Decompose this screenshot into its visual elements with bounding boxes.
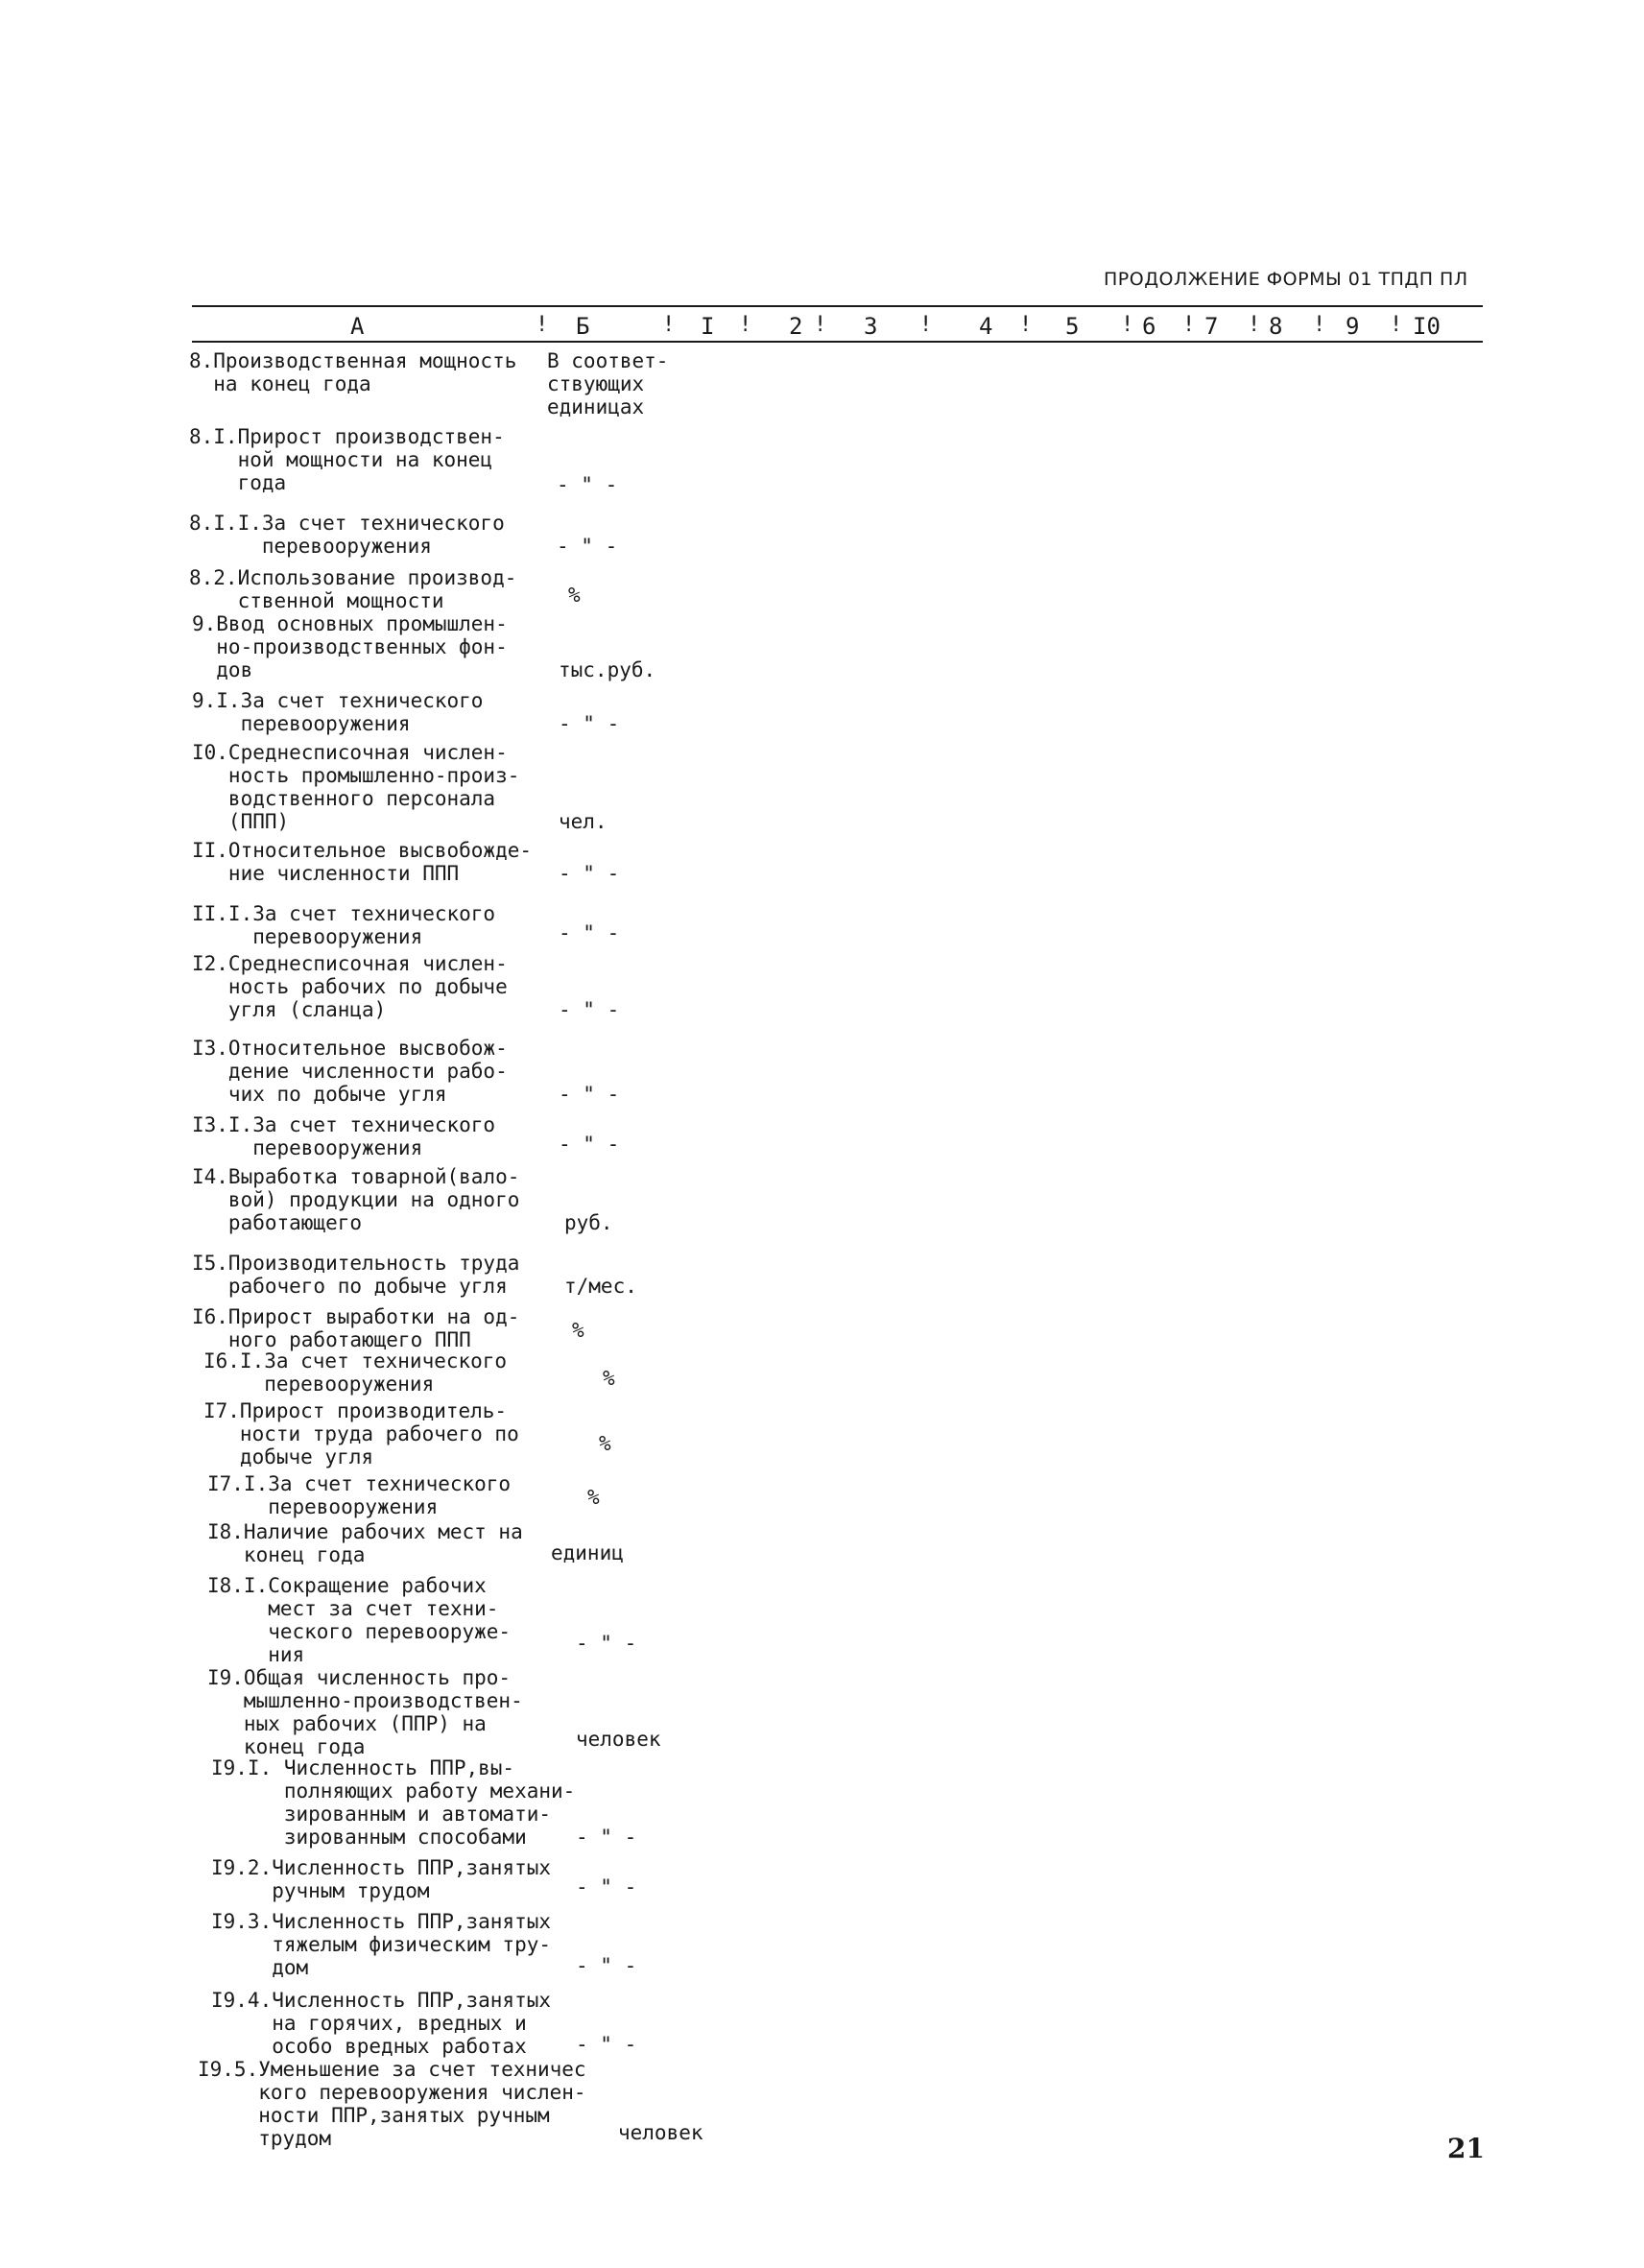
page-number: 21 [1447,2133,1485,2164]
column-separator: ! [662,313,676,337]
row-unit: - " - [576,1954,637,1977]
row-unit: % [599,1432,611,1455]
row-unit: - " - [559,862,620,885]
row-unit: % [603,1367,615,1390]
row-unit: - " - [559,921,620,944]
row-unit: - " - [559,998,620,1021]
column-separator: ! [1182,313,1196,337]
row-unit: - " - [576,1875,637,1898]
column-header-1: I [701,313,715,340]
form-caption: ПРОДОЛЖЕНИЕ ФОРМЫ 01 ТПДП ПЛ [1104,269,1468,290]
row-unit: тыс.руб. [559,658,656,681]
column-separator: ! [739,313,752,337]
column-header-8: 8 [1269,313,1283,340]
column-separator: ! [536,313,549,337]
row-label: I8.I.Сокращение рабочих мест за счет техни- ческого перевооруже- ния [207,1574,512,1666]
row-label: 8.I.Прирост производствен- ной мощности на конец года [189,425,505,494]
column-header-7: 7 [1204,313,1219,340]
row-label: I9.2.Численность ППР,занятых ручным трудом [211,1856,552,1902]
row-label: I9.3.Численность ППР,занятых тяжелым физическим тру- дом [211,1910,552,1979]
column-separator: ! [1313,313,1326,337]
row-label: I5.Производительность труда рабочего по добыче угля [192,1252,520,1298]
column-header-6: 6 [1142,313,1156,340]
row-label: II.I.За счет технического перевооружения [192,902,496,948]
row-unit: единиц [551,1541,624,1564]
row-unit: - " - [576,1632,637,1655]
row-label: I3.I.За счет технического перевооружения [192,1113,496,1159]
column-separator: ! [919,313,933,337]
row-label: 9.I.За счет технического перевооружения [192,689,484,735]
row-label: 8.Производственная мощность на конец года [189,349,517,395]
row-unit: т/мес. [564,1275,637,1298]
table-top-rule [192,305,1483,307]
column-header-a: А [350,313,365,340]
row-unit: человек [576,1728,661,1751]
row-label: I9.4.Численность ППР,занятых на горячих, вредных и особо вредных работах [211,1989,552,2058]
row-label: I7.I.За счет технического перевооружения [207,1472,512,1518]
column-separator: ! [1019,313,1033,337]
row-unit: - " - [557,473,618,496]
row-label: I4.Выработка товарной(вало- вой) продукции на одного работающего [192,1165,520,1234]
row-label: II.Относительное высвобожде- ние численности ППП [192,839,533,885]
row-label: I8.Наличие рабочих мест на конец года [207,1520,523,1566]
row-unit: руб. [564,1211,613,1234]
row-unit: В соответ- ствующих единицах [547,349,669,418]
column-header-5: 5 [1065,313,1080,340]
column-separator: ! [1121,313,1134,337]
row-label: I2.Среднесписочная числен- ность рабочих по добыче угля (сланца) [192,952,508,1021]
column-separator: ! [814,313,827,337]
row-unit: % [572,1319,584,1342]
row-unit: - " - [559,712,620,735]
row-label: 8.I.I.За счет технического перевооружения [189,512,505,558]
row-label: 9.Ввод основных промышлен- но-производственных фон- дов [192,612,508,681]
column-header-9: 9 [1346,313,1360,340]
row-unit: человек [618,2121,703,2144]
row-unit: - " - [559,1083,620,1106]
column-header-10: I0 [1413,313,1441,340]
row-unit: - " - [576,2033,637,2056]
row-label: 8.2.Использование производ- ственной мощности [189,566,517,612]
row-unit: - " - [559,1133,620,1156]
row-label: I9.I. Численность ППР,вы- полняющих работу механи- зированным и автомати- зированным способами [211,1756,576,1849]
row-label: I6.I.За счет технического перевооружения [203,1349,508,1396]
row-unit: - " - [576,1826,637,1849]
column-header-2: 2 [789,313,803,340]
row-label: I3.Относительное высвобож- дение численности рабо- чих по добыче угля [192,1037,508,1106]
row-label: I0.Среднесписочная числен- ность промышленно-произ- водственного персонала (ППП) [192,741,520,833]
column-separator: ! [1248,313,1261,337]
row-label: I7.Прирост производитель- ности труда рабочего по добыче угля [203,1399,519,1468]
column-header-b: Б [576,313,590,340]
row-label: I9.Общая численность про- мышленно-производствен- ных рабочих (ППР) на конец года [207,1666,523,1758]
table-header-rule [192,341,1483,343]
row-unit: % [568,584,581,607]
column-header-4: 4 [979,313,993,340]
row-unit: % [587,1486,600,1509]
row-unit: - " - [557,535,618,558]
column-header-3: 3 [864,313,878,340]
column-separator: ! [1390,313,1403,337]
row-label: I6.Прирост выработки на од- ного работающего ППП [192,1305,520,1351]
row-unit: чел. [559,810,608,833]
row-label: I9.5.Уменьшение за счет техничес кого перевооружения числен- ности ППР,занятых ручным трудом [198,2058,586,2150]
